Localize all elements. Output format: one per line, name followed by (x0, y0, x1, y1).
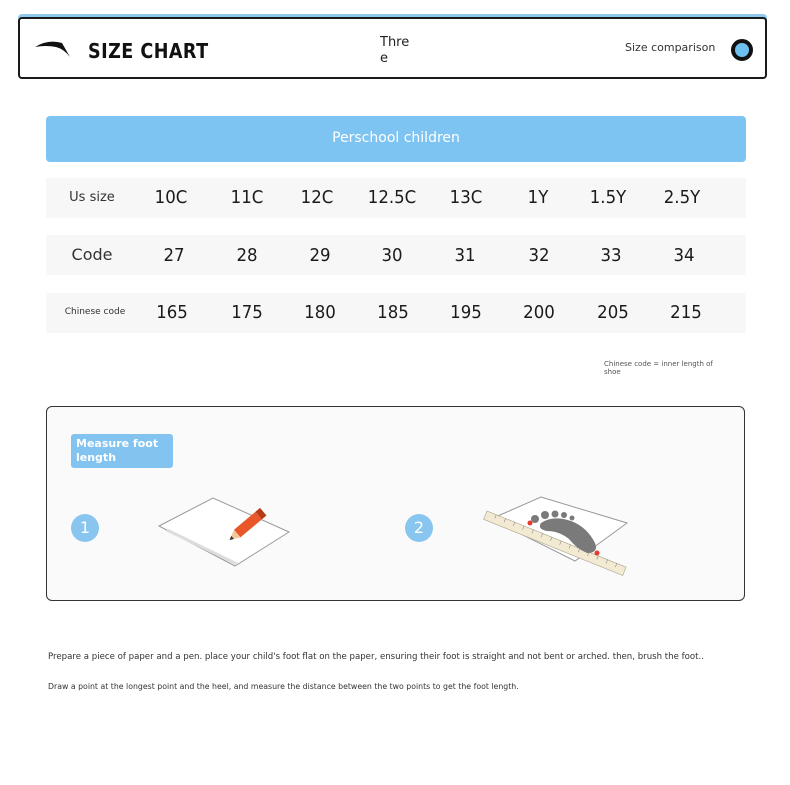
instruction-step-2: Draw a point at the longest point and the heel, and measure the distance between the two points to get the foot length. (48, 682, 519, 691)
table-cell: 2.5Y (663, 187, 701, 208)
table-cell: 1Y (527, 187, 549, 208)
measure-instructions-panel (46, 406, 745, 601)
category-banner: Perschool children (46, 116, 746, 162)
step-number: 1 (71, 514, 99, 542)
table-row-chinese-code (46, 293, 746, 333)
table-cell: 11C (230, 187, 264, 208)
paper-pencil-icon (155, 492, 295, 572)
middle-text: Three (380, 35, 410, 66)
row-label: Code (71, 245, 113, 264)
table-cell: 200 (523, 302, 555, 323)
table-cell: 34 (673, 245, 695, 266)
header-bar (18, 17, 767, 79)
table-row-us-size (46, 178, 746, 218)
table-cell: 13C (449, 187, 483, 208)
foot-ruler-icon (483, 491, 633, 581)
table-row-code (46, 235, 746, 275)
row-label: Chinese code (64, 307, 126, 317)
table-cell: 32 (528, 245, 550, 266)
table-cell: 165 (156, 302, 188, 323)
table-cell: 28 (236, 245, 258, 266)
circle-icon (731, 39, 753, 61)
table-cell: 27 (163, 245, 185, 266)
table-cell: 175 (231, 302, 263, 323)
size-comparison-label: Size comparison (625, 41, 716, 54)
measure-tag: Measure foot length (71, 434, 173, 468)
step-number: 2 (405, 514, 433, 542)
table-cell: 215 (670, 302, 702, 323)
table-cell: 29 (309, 245, 331, 266)
table-cell: 205 (597, 302, 629, 323)
chinese-code-note: Chinese code = inner length of shoe (604, 360, 713, 376)
table-cell: 185 (377, 302, 409, 323)
table-cell: 30 (381, 245, 403, 266)
table-cell: 12C (300, 187, 334, 208)
table-cell: 1.5Y (589, 187, 627, 208)
table-cell: 33 (600, 245, 622, 266)
instruction-step-1: Prepare a piece of paper and a pen. place your child's foot flat on the paper, ensuring their foot is straight and not bent or arched. then, brush the foot.. (48, 652, 705, 662)
table-cell: 10C (154, 187, 188, 208)
table-cell: 180 (304, 302, 336, 323)
table-cell: 12.5C (367, 187, 417, 208)
table-cell: 31 (454, 245, 476, 266)
page-title: SIZE CHART (88, 39, 209, 63)
brand-swoosh-icon (34, 39, 72, 61)
row-label: Us size (69, 190, 115, 205)
table-cell: 195 (450, 302, 482, 323)
